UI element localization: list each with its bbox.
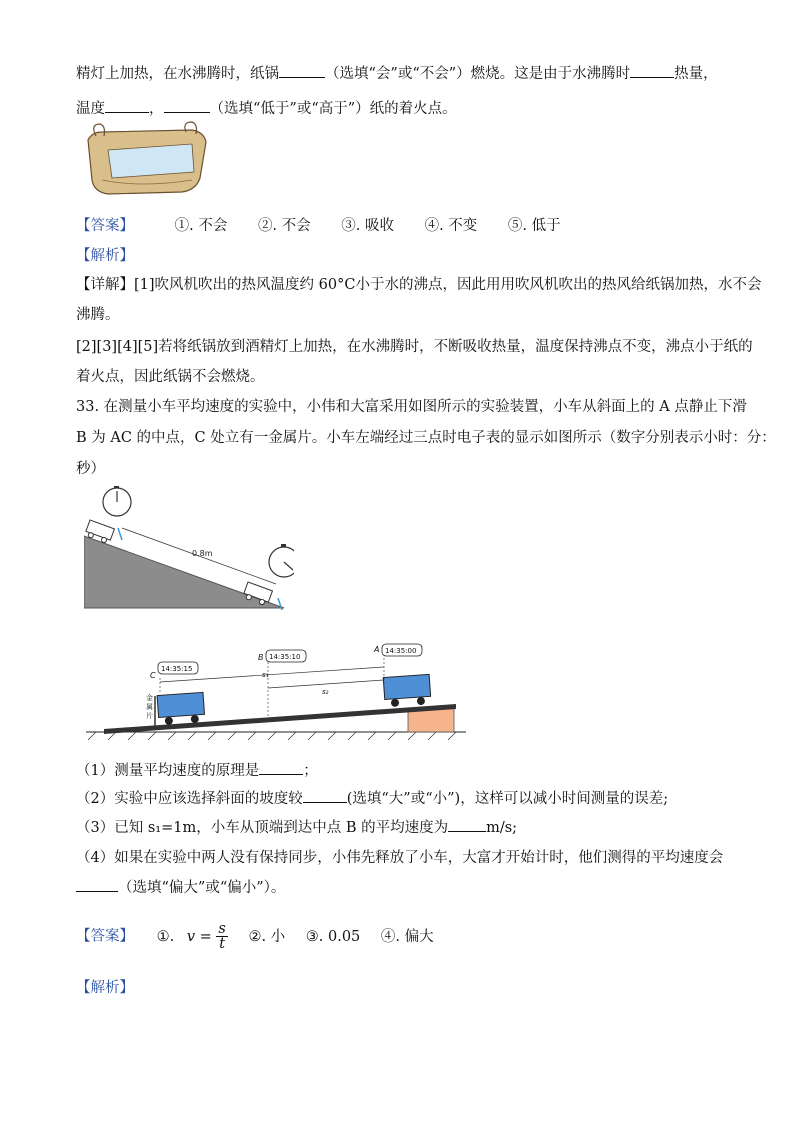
answer-blank[interactable]: [164, 98, 210, 113]
q33-sub4-cont: [76, 877, 285, 898]
answer-blank[interactable]: [448, 817, 486, 832]
q33-sub2: [76, 788, 668, 809]
cart-c: [157, 692, 205, 725]
q32-detail-line: [2][3][4][5]若将纸锅放到酒精灯上加热，在水沸腾时，不断吸收热量，温度保持沸点不变，沸点小于纸的: [76, 339, 753, 355]
q33-sub3: [76, 817, 517, 838]
analysis-tag: 【解析】: [76, 248, 134, 264]
formula-v: v =: [186, 928, 212, 945]
stopwatch-icon: [269, 544, 294, 577]
sub-text: （3）已知 s₁=1m，小车从顶端到达中点 B 的平均速度为: [76, 820, 449, 836]
formula-numerator: s: [218, 921, 226, 937]
answer-item: ②. 小: [248, 928, 286, 945]
q32-line2: [76, 98, 457, 119]
q32-detail-line: 【详解】[1]吹风机吹出的热风温度约 60°C小于水的沸点，因此用用吹风机吹出的热风给纸锅加热，水不会: [76, 277, 762, 293]
timer-b: 14:35:10: [269, 653, 301, 661]
q32-answer-row: [76, 216, 587, 236]
cart-a: [383, 674, 431, 707]
answer-item: ①. 不会: [174, 218, 228, 234]
q32-text: （选填“低于”或“高于”）纸的着火点。: [209, 101, 457, 117]
answer-item: ②. 不会: [257, 218, 311, 234]
answer-blank[interactable]: [279, 63, 325, 78]
metal-plate-label: 金: [146, 694, 153, 702]
q33-sub1: [76, 760, 318, 781]
answer-tag: 【答案】: [76, 928, 134, 945]
q33-stem-line: 33. 在测量小车平均速度的实验中，小伟和大富采用如图所示的实验装置，小车从斜面上的 A 点静止下滑: [76, 399, 747, 415]
q32-text: （选填“会”或“不会”）燃烧。这是由于水沸腾时: [325, 66, 631, 82]
timer-c: 14:35:15: [161, 665, 193, 673]
formula-fraction: [216, 922, 227, 951]
q33-stem-line: 秒）: [76, 461, 105, 477]
q32-line1: [76, 63, 718, 84]
slope-stopwatch-figure: [84, 486, 294, 616]
answer-item: ①.: [156, 928, 175, 945]
distance-label: 0.8m: [192, 549, 213, 558]
answer-blank[interactable]: [76, 877, 118, 892]
q33-stem-line: B 为 AC 的中点，C 处立有一金属片。小车左端经过三点时电子表的显示如图所示（数字分别表示小时：分：: [76, 430, 776, 446]
q32-text: 热量，: [674, 66, 718, 82]
s1-label: s₁: [262, 671, 269, 679]
s2-label: s₂: [322, 688, 329, 696]
answer-blank[interactable]: [630, 63, 674, 78]
sub-text: (选填“大”或“小”)，这样可以减小时间测量的误差;: [346, 791, 669, 807]
answer-blank[interactable]: [259, 760, 303, 775]
stopwatch-icon: [103, 486, 131, 516]
q32-detail-line: 沸腾。: [76, 307, 120, 323]
sub-text: （选填“偏大”或“偏小”）。: [118, 880, 286, 896]
timer-a: 14:35:00: [385, 647, 417, 655]
sub-text: ；: [303, 763, 318, 779]
point-c-label: C: [150, 671, 156, 680]
q32-text: ，: [149, 101, 164, 117]
metal-plate-label: 属: [146, 703, 153, 711]
answer-item: ④. 不变: [424, 218, 478, 234]
metal-plate-label: 片: [146, 712, 153, 720]
q32-detail-line: 着火点，因此纸锅不会燃烧。: [76, 369, 265, 385]
answer-item: ③. 0.05: [305, 928, 361, 945]
answer-item: ④. 偏大: [380, 928, 434, 945]
answer-blank[interactable]: [303, 788, 347, 803]
q33-sub4: （4）如果在实验中两人没有保持同步，小伟先释放了小车，大富才开始计时，他们测得的平均速度会: [76, 850, 724, 866]
answer-item: ③. 吸收: [341, 218, 394, 234]
answer-blank[interactable]: [105, 98, 149, 113]
q33-answer-row: [76, 922, 434, 952]
answer-item: ⑤. 低于: [507, 218, 561, 234]
formula-denominator: t: [219, 936, 226, 952]
point-b-label: B: [258, 653, 264, 662]
paper-pot-figure: [82, 120, 212, 198]
q32-text: 精灯上加热，在水沸腾时，纸锅: [76, 66, 279, 82]
answer-tag: 【答案】: [76, 218, 134, 234]
q32-text: 温度: [76, 101, 105, 117]
sub-text: （2）实验中应该选择斜面的坡度较: [76, 791, 303, 807]
sub-text: m/s;: [486, 820, 518, 836]
analysis-tag: 【解析】: [76, 980, 134, 996]
sub-text: （1）测量平均速度的原理是: [76, 763, 260, 779]
incline-timer-figure: [86, 638, 466, 743]
point-a-label: A: [374, 645, 380, 654]
